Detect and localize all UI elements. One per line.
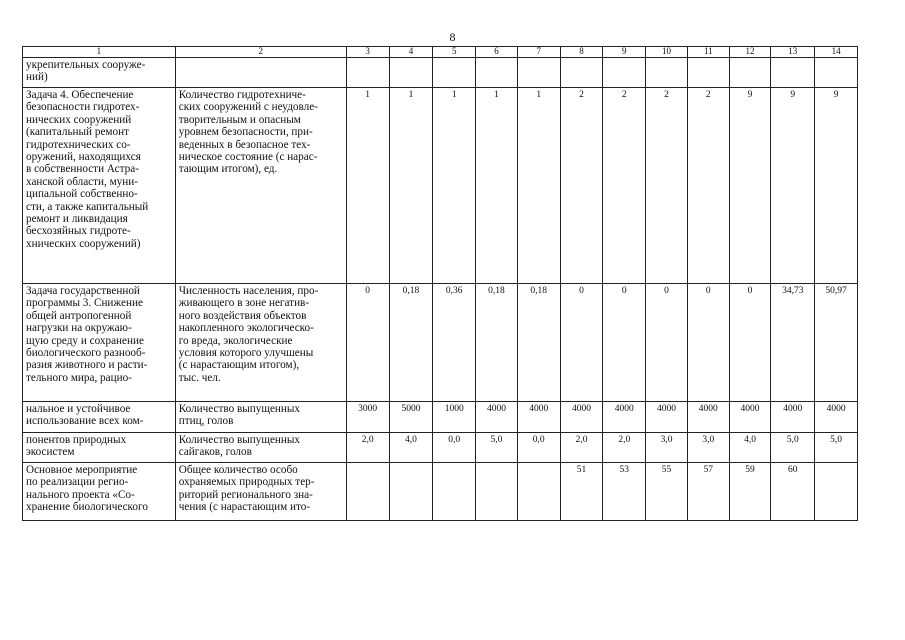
value-cell: 5000 [389,402,433,433]
column-header: 1 [23,47,176,58]
indicator-cell: Численность населения, про- живающего в зоне негатив- ного воздействия объектов накопленного экологическо- го вреда, экологические условия которого улучшены (с нарастающим итогом), тыс. чел. [175,284,346,402]
value-cell [560,58,603,88]
value-cell [346,58,389,88]
indicator-cell: Количество гидротехниче- ских сооружений с неудовле- творительным и опасным уровнем безопасности, при- веденных в безопасное тех- ническое состояние (с нарас- тающим итогом), ед. [175,88,346,284]
value-cell: 34,73 [771,284,815,402]
value-cell: 4000 [476,402,518,433]
column-header: 14 [815,47,858,58]
value-cell: 51 [560,463,603,521]
value-cell [646,58,688,88]
column-header: 6 [476,47,518,58]
column-number-row [23,47,858,58]
value-cell [815,58,858,88]
indicator-cell: Количество выпущенных птиц, голов [175,402,346,433]
value-cell [433,463,476,521]
value-cell: 1000 [433,402,476,433]
table-row [23,402,858,433]
value-cell: 0,18 [517,284,560,402]
value-cell: 0,0 [433,433,476,463]
value-cell: 4000 [517,402,560,433]
value-cell: 4000 [771,402,815,433]
value-cell: 5,0 [771,433,815,463]
value-cell: 5,0 [815,433,858,463]
table-row [23,58,858,88]
value-cell: 3,0 [687,433,729,463]
column-header: 9 [603,47,646,58]
value-cell [433,58,476,88]
value-cell: 0 [687,284,729,402]
table-row [23,88,858,284]
value-cell: 0 [603,284,646,402]
column-header: 13 [771,47,815,58]
page-number: 8 [449,30,456,44]
column-header: 2 [175,47,346,58]
indicator-cell: Количество выпущенных сайгаков, голов [175,433,346,463]
value-cell: 57 [687,463,729,521]
value-cell [771,58,815,88]
value-cell [517,58,560,88]
value-cell: 4000 [560,402,603,433]
value-cell: 9 [815,88,858,284]
value-cell [687,58,729,88]
column-header: 10 [646,47,688,58]
value-cell: 2 [603,88,646,284]
value-cell [476,58,518,88]
value-cell: 1 [433,88,476,284]
value-cell [389,463,433,521]
value-cell: 4000 [687,402,729,433]
value-cell: 3000 [346,402,389,433]
indicator-cell: Общее количество особо охраняемых природных тер- риторий регионального зна- чения (с нарастающим ито- [175,463,346,521]
value-cell [476,463,518,521]
task-cell: Основное мероприятие по реализации регио- нального проекта «Со- хранение биологического [23,463,176,521]
value-cell: 4,0 [729,433,771,463]
value-cell: 1 [389,88,433,284]
value-cell: 0 [729,284,771,402]
value-cell [517,463,560,521]
table-row [23,284,858,402]
value-cell: 1 [476,88,518,284]
value-cell: 59 [729,463,771,521]
task-cell: Задача 4. Обеспечение безопасности гидротех- нических сооружений (капитальный ремонт гидротехнических со- оружений, находящихся в собственности Астра- ханской области, муни- ципальной собственно- сти, а также капитальный ремонт и ликвидация бесхозяйных гидроте- хнических сооружений) [23,88,176,284]
value-cell: 4000 [729,402,771,433]
value-cell: 3,0 [646,433,688,463]
value-cell: 9 [729,88,771,284]
value-cell: 2,0 [560,433,603,463]
value-cell: 2 [687,88,729,284]
table-row [23,463,858,521]
indicator-cell [175,58,346,88]
value-cell: 60 [771,463,815,521]
value-cell: 2 [646,88,688,284]
value-cell: 0 [560,284,603,402]
value-cell: 0,18 [389,284,433,402]
value-cell: 4,0 [389,433,433,463]
value-cell: 1 [517,88,560,284]
column-header: 11 [687,47,729,58]
column-header: 8 [560,47,603,58]
value-cell: 1 [346,88,389,284]
value-cell: 5,0 [476,433,518,463]
task-cell: Задача государственной программы 3. Снижение общей антропогенной нагрузки на окружаю- щую среду и сохранение биологического разнооб- разия животного и расти- тельного мира, рацио- [23,284,176,402]
column-header: 3 [346,47,389,58]
value-cell: 4000 [815,402,858,433]
value-cell: 2,0 [346,433,389,463]
value-cell: 55 [646,463,688,521]
value-cell: 0 [346,284,389,402]
table-row [23,433,858,463]
value-cell [389,58,433,88]
task-cell: понентов природных экосистем [23,433,176,463]
column-header: 5 [433,47,476,58]
value-cell: 0,36 [433,284,476,402]
value-cell: 2 [560,88,603,284]
value-cell [729,58,771,88]
column-header: 4 [389,47,433,58]
value-cell [815,463,858,521]
indicators-table [22,46,858,521]
value-cell: 0 [646,284,688,402]
value-cell: 53 [603,463,646,521]
value-cell: 2,0 [603,433,646,463]
value-cell: 0,18 [476,284,518,402]
task-cell: укрепительных сооруже- ний) [23,58,176,88]
value-cell: 50,97 [815,284,858,402]
column-header: 7 [517,47,560,58]
task-cell: нальное и устойчивое использование всех ком- [23,402,176,433]
value-cell: 9 [771,88,815,284]
value-cell: 0,0 [517,433,560,463]
value-cell [346,463,389,521]
column-header: 12 [729,47,771,58]
value-cell: 4000 [603,402,646,433]
value-cell [603,58,646,88]
value-cell: 4000 [646,402,688,433]
